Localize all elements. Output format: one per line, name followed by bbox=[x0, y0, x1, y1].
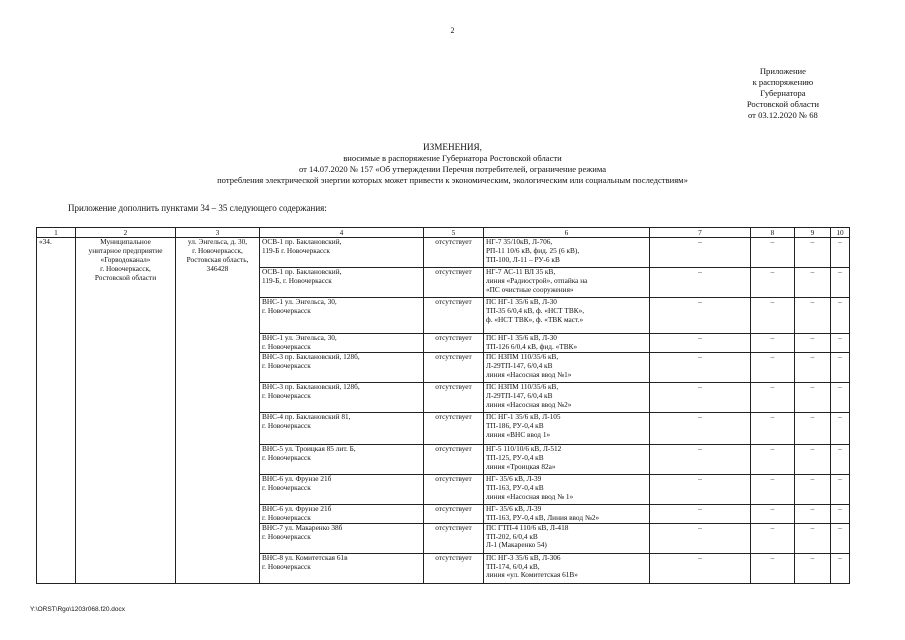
cell-line: ВНС-6 ул. Фрунзе 21б bbox=[262, 474, 332, 483]
dash-cell: – bbox=[751, 504, 795, 523]
cell-line: ВНС-1 ул. Энгельса, 30, bbox=[262, 333, 337, 342]
title-line: от 14.07.2020 № 157 «Об утверждении Перечня потребителей, ограничение режима bbox=[298, 164, 607, 174]
power-supply-cell bbox=[484, 238, 650, 268]
cell-line: ОСВ-1 пр. Баклановский, bbox=[262, 267, 342, 276]
status-cell: отсутствует bbox=[424, 553, 484, 583]
cell-line: ПС НГ-1 35/6 кВ, Л-30 bbox=[486, 333, 557, 342]
dash-cell: – bbox=[795, 334, 831, 353]
cell-line: ОСВ-1 пр. Баклановский, bbox=[262, 237, 342, 246]
cell-line: ТП-35 6/0,4 кВ, ф. «НСТ ТВК», bbox=[486, 305, 585, 315]
cell-line: НГ-7 35/10кВ, Л-706, bbox=[486, 237, 553, 246]
cell-line: «ПС очистные сооружения» bbox=[486, 284, 574, 294]
cell-line: «Горводоканал» bbox=[100, 254, 151, 264]
dash-cell: – bbox=[650, 238, 751, 268]
table-row bbox=[37, 238, 850, 268]
cell-line: Л-1 (Макаренко 54) bbox=[486, 540, 547, 550]
dash-cell: – bbox=[795, 444, 831, 474]
cell-line: ПС НГ-1 35/6 кВ, Л-30 bbox=[486, 297, 557, 306]
cell-line: ТП-163, РУ-0,4 кВ bbox=[486, 482, 544, 492]
facility-cell bbox=[260, 268, 424, 298]
dash-cell: – bbox=[831, 352, 850, 382]
dash-cell: – bbox=[795, 238, 831, 268]
dash-cell: – bbox=[650, 504, 751, 523]
intro-text: Приложение дополнить пунктами 34 – 35 следующего содержания: bbox=[68, 203, 327, 213]
cell-line: ПС НЗПМ 110/35/6 кВ, bbox=[486, 382, 559, 391]
cell-line: 119-Б г. Новочеркасск bbox=[262, 245, 330, 255]
power-supply-cell bbox=[484, 474, 650, 504]
cell-line: г. Новочеркасск bbox=[262, 512, 311, 522]
dash-cell: – bbox=[831, 298, 850, 334]
status-cell: отсутствует bbox=[424, 444, 484, 474]
cell-line: линия «ВНС ввод 1» bbox=[486, 429, 551, 439]
cell-line: НГ-5 110/10/6 кВ, Л-512 bbox=[486, 444, 562, 453]
facility-cell bbox=[260, 444, 424, 474]
dash-cell: – bbox=[795, 474, 831, 504]
appendix-line: к распоряжению bbox=[752, 77, 814, 87]
cell-line: г. Новочеркасск bbox=[262, 360, 311, 370]
appendix-reference bbox=[747, 66, 819, 121]
dash-cell: – bbox=[795, 504, 831, 523]
power-supply-cell bbox=[484, 523, 650, 553]
power-supply-cell bbox=[484, 553, 650, 583]
dash-cell: – bbox=[831, 382, 850, 412]
cell-line: г. Новочеркасск bbox=[262, 561, 311, 571]
dash-cell: – bbox=[795, 553, 831, 583]
cell-line: ВНС-1 ул. Энгельса, 30, bbox=[262, 297, 337, 306]
column-header: 4 bbox=[260, 228, 424, 238]
column-header: 7 bbox=[650, 228, 751, 238]
dash-cell: – bbox=[831, 474, 850, 504]
organization-name bbox=[76, 238, 176, 584]
dash-cell: – bbox=[831, 553, 850, 583]
cell-line: ул. Энгельса, д. 30, bbox=[187, 237, 248, 246]
dash-cell: – bbox=[751, 523, 795, 553]
cell-line: линия «Насосная ввод № 1» bbox=[486, 491, 574, 501]
cell-line: г. Новочеркасск bbox=[262, 452, 311, 462]
facility-cell bbox=[260, 382, 424, 412]
dash-cell: – bbox=[650, 553, 751, 583]
power-supply-cell bbox=[484, 334, 650, 353]
dash-cell: – bbox=[795, 298, 831, 334]
cell-line: Л-29ТП-147, 6/0,4 кВ bbox=[486, 360, 553, 370]
cell-line: ф. «НСТ ТВК», ф. «ТВК маст.» bbox=[486, 314, 584, 324]
dash-cell: – bbox=[751, 382, 795, 412]
file-path-footer: Y:\ORST\Rgo\1203r068.f20.docx bbox=[30, 606, 126, 613]
cell-line: ВНС-8 ул. Комитетская 61в bbox=[262, 553, 348, 562]
cell-line: РП-11 10/6 кВ, фид. 25 (6 кВ), bbox=[486, 245, 580, 255]
cell-line: ПС НГ-3 35/6 кВ, Л-306 bbox=[486, 553, 561, 562]
power-supply-cell bbox=[484, 298, 650, 334]
cell-line: ТП-100, Л-11 – РУ-6 кВ bbox=[486, 254, 560, 264]
dash-cell: – bbox=[751, 412, 795, 444]
dash-cell: – bbox=[751, 238, 795, 268]
facility-cell bbox=[260, 523, 424, 553]
column-header: 9 bbox=[795, 228, 831, 238]
cell-line: НГ- 35/6 кВ, Л-39 bbox=[486, 504, 542, 513]
dash-cell: – bbox=[751, 298, 795, 334]
dash-cell: – bbox=[650, 474, 751, 504]
facility-cell bbox=[260, 334, 424, 353]
item-number: «34. bbox=[37, 238, 76, 584]
cell-line: Л-29ТП-147, 6/0,4 кВ bbox=[486, 390, 553, 400]
cell-line: г. Новочеркасск, bbox=[192, 245, 243, 255]
cell-line: ВНС-6 ул. Фрунзе 21б bbox=[262, 504, 332, 513]
status-cell: отсутствует bbox=[424, 334, 484, 353]
dash-cell: – bbox=[831, 412, 850, 444]
power-supply-cell bbox=[484, 444, 650, 474]
status-cell: отсутствует bbox=[424, 504, 484, 523]
cell-line: ТП-186, РУ-0,4 кВ bbox=[486, 420, 544, 430]
facility-cell bbox=[260, 238, 424, 268]
cell-line: ВНС-3 пр. Баклановский, 128б, bbox=[262, 352, 360, 361]
dash-cell: – bbox=[795, 523, 831, 553]
status-cell: отсутствует bbox=[424, 352, 484, 382]
column-header: 8 bbox=[751, 228, 795, 238]
document-title bbox=[0, 142, 905, 186]
cell-line: линия «Троицкая 82а» bbox=[486, 461, 556, 471]
dash-cell: – bbox=[831, 268, 850, 298]
dash-cell: – bbox=[751, 553, 795, 583]
dash-cell: – bbox=[650, 352, 751, 382]
cell-line: линия «Насосная ввод №1» bbox=[486, 369, 572, 379]
dash-cell: – bbox=[650, 298, 751, 334]
page-number: 2 bbox=[450, 26, 455, 35]
cell-line: ТП-126 6/0,4 кВ, фид. «ТВК» bbox=[486, 341, 578, 351]
cell-line: Ростовской области bbox=[94, 272, 157, 282]
dash-cell: – bbox=[795, 382, 831, 412]
cell-line: ВНС-7 ул. Макаренко 38б bbox=[262, 523, 343, 532]
dash-cell: – bbox=[650, 268, 751, 298]
table-header-row bbox=[37, 228, 850, 238]
appendix-line: Губернатора bbox=[760, 88, 806, 98]
power-supply-cell bbox=[484, 504, 650, 523]
cell-line: г. Новочеркасск bbox=[262, 531, 311, 541]
cell-line: линия «Насосная ввод №2» bbox=[486, 399, 572, 409]
dash-cell: – bbox=[831, 238, 850, 268]
cell-line: ТП-163, РУ-0,4 кВ, Линия ввод №2» bbox=[486, 512, 600, 522]
dash-cell: – bbox=[831, 334, 850, 353]
cell-line: 119-Б, г. Новочеркасск bbox=[262, 275, 332, 285]
status-cell: отсутствует bbox=[424, 298, 484, 334]
column-header: 5 bbox=[424, 228, 484, 238]
column-header: 6 bbox=[484, 228, 650, 238]
dash-cell: – bbox=[650, 523, 751, 553]
dash-cell: – bbox=[650, 334, 751, 353]
cell-line: линия «Радиострой», отпайка на bbox=[486, 275, 588, 285]
dash-cell: – bbox=[650, 382, 751, 412]
cell-line: ВНС-3 пр. Баклановский, 128б, bbox=[262, 382, 360, 391]
facility-cell bbox=[260, 352, 424, 382]
changes-table bbox=[36, 227, 850, 584]
status-cell: отсутствует bbox=[424, 523, 484, 553]
power-supply-cell bbox=[484, 412, 650, 444]
cell-line: ПС НГ-1 35/6 кВ, Л-105 bbox=[486, 412, 561, 421]
cell-line: ВНС-5 ул. Троицкая 85 лит. Б, bbox=[262, 444, 356, 453]
dash-cell: – bbox=[751, 352, 795, 382]
cell-line: Ростовская область, bbox=[186, 254, 249, 264]
power-supply-cell bbox=[484, 382, 650, 412]
status-cell: отсутствует bbox=[424, 268, 484, 298]
dash-cell: – bbox=[650, 412, 751, 444]
dash-cell: – bbox=[795, 412, 831, 444]
power-supply-cell bbox=[484, 352, 650, 382]
cell-line: г. Новочеркасск bbox=[262, 305, 311, 315]
power-supply-cell bbox=[484, 268, 650, 298]
cell-line: унитарное предприятие bbox=[88, 245, 163, 255]
dash-cell: – bbox=[795, 352, 831, 382]
status-cell: отсутствует bbox=[424, 238, 484, 268]
column-header: 10 bbox=[831, 228, 850, 238]
cell-line: линия «ул. Комитетская 61В» bbox=[486, 570, 578, 580]
title-line: вносимые в распоряжение Губернатора Ростовской области bbox=[343, 153, 562, 163]
cell-line: ВНС-4 пр. Баклановский 81, bbox=[262, 412, 351, 421]
cell-line: ПС ГТП-4 110/6 кВ, Л-418 bbox=[486, 523, 569, 532]
cell-line: 346428 bbox=[206, 263, 229, 273]
facility-cell bbox=[260, 474, 424, 504]
appendix-line: от 03.12.2020 № 68 bbox=[747, 110, 818, 120]
cell-line: г. Новочеркасск bbox=[262, 420, 311, 430]
cell-line: НГ- 35/6 кВ, Л-39 bbox=[486, 474, 542, 483]
cell-line: ТП-174, 6/0,4 кВ, bbox=[486, 561, 540, 571]
appendix-line: Приложение bbox=[759, 66, 806, 76]
cell-line: ПС НЗПМ 110/35/6 кВ, bbox=[486, 352, 559, 361]
dash-cell: – bbox=[751, 268, 795, 298]
status-cell: отсутствует bbox=[424, 382, 484, 412]
cell-line: ТП-202, 6/0,4 кВ bbox=[486, 531, 538, 541]
appendix-line: Ростовской области bbox=[746, 99, 819, 109]
cell-line: г. Новочеркасск, bbox=[100, 263, 151, 273]
column-header: 2 bbox=[76, 228, 176, 238]
dash-cell: – bbox=[831, 444, 850, 474]
cell-line: г. Новочеркасск bbox=[262, 341, 311, 351]
cell-line: ТП-125, РУ-0,4 кВ bbox=[486, 452, 544, 462]
dash-cell: – bbox=[831, 504, 850, 523]
cell-line: г. Новочеркасск bbox=[262, 390, 311, 400]
dash-cell: – bbox=[751, 474, 795, 504]
column-header: 3 bbox=[176, 228, 260, 238]
cell-line: Муниципальное bbox=[100, 237, 151, 246]
dash-cell: – bbox=[751, 334, 795, 353]
organization-address bbox=[176, 238, 260, 584]
column-header: 1 bbox=[37, 228, 76, 238]
facility-cell bbox=[260, 412, 424, 444]
title-line: потребления электрической энергии которых может привести к экономическим, экологическим или социальным последствиям» bbox=[217, 175, 688, 185]
dash-cell: – bbox=[751, 444, 795, 474]
title-heading: ИЗМЕНЕНИЯ, bbox=[423, 142, 482, 152]
dash-cell: – bbox=[795, 268, 831, 298]
status-cell: отсутствует bbox=[424, 474, 484, 504]
facility-cell bbox=[260, 553, 424, 583]
cell-line: г. Новочеркасск bbox=[262, 482, 311, 492]
dash-cell: – bbox=[650, 444, 751, 474]
facility-cell bbox=[260, 298, 424, 334]
dash-cell: – bbox=[831, 523, 850, 553]
facility-cell bbox=[260, 504, 424, 523]
cell-line: НГ-7 АС-11 ВЛ 35 кВ, bbox=[486, 267, 556, 276]
status-cell: отсутствует bbox=[424, 412, 484, 444]
